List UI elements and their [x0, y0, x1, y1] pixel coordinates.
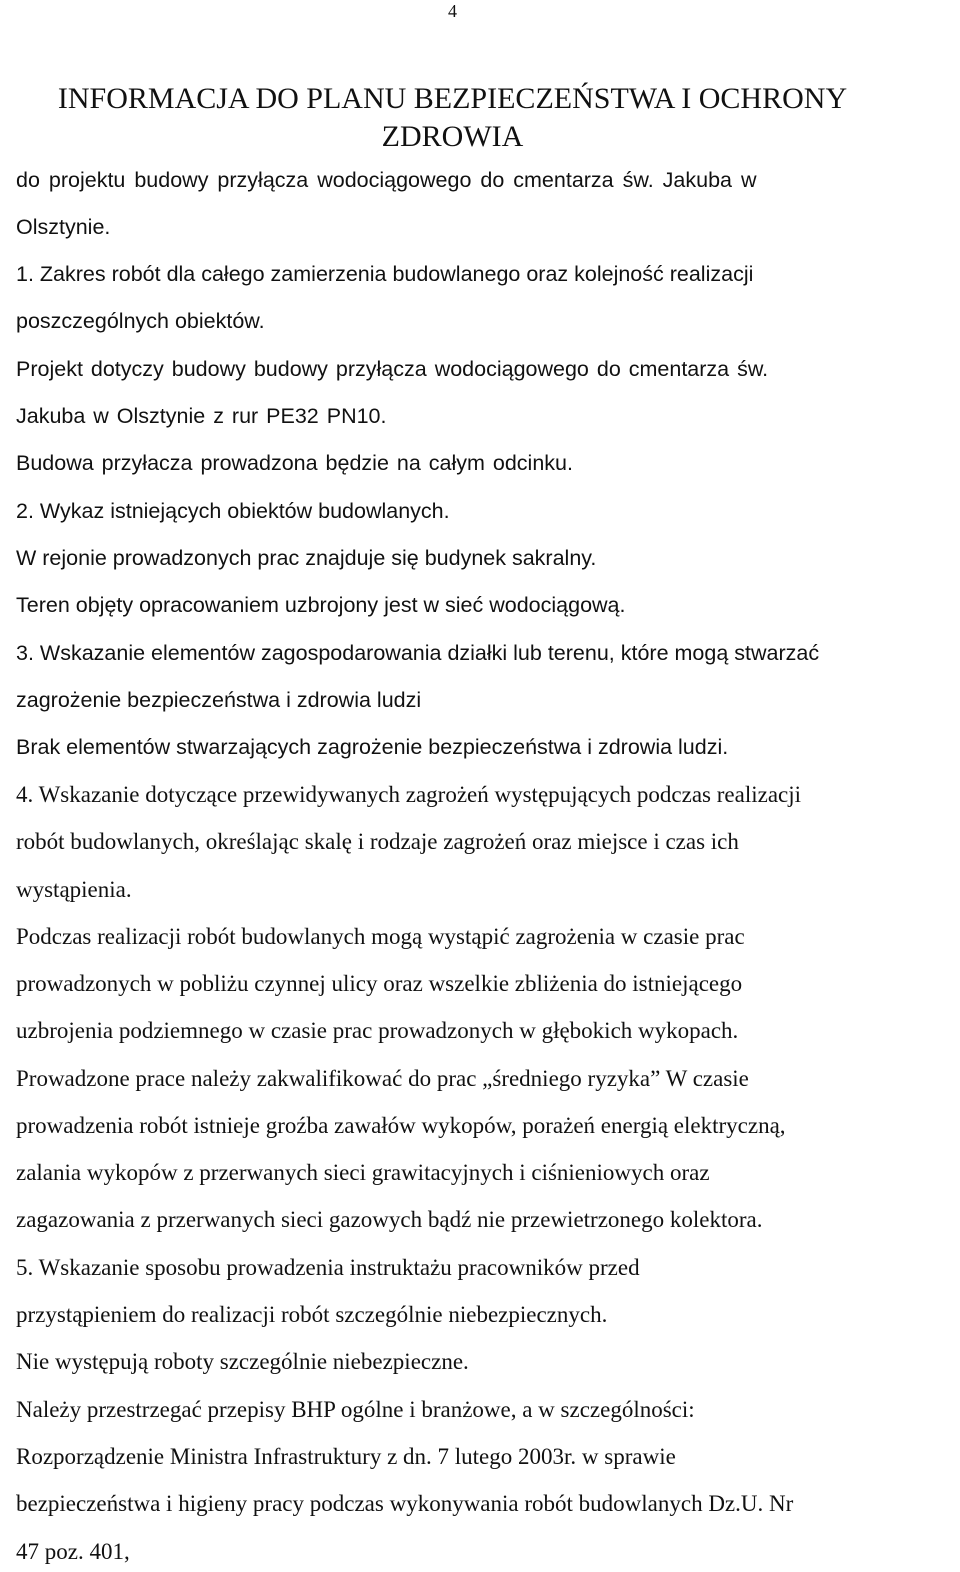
body-line: Nie występują roboty szczególnie niebezpieczne.	[16, 1349, 469, 1374]
section-heading-1: 1. Zakres robót dla całego zamierzenia budowlanego oraz kolejność realizacji	[16, 262, 754, 286]
section-heading-4: 4. Wskazanie dotyczące przewidywanych zagrożeń występujących podczas realizacji	[16, 782, 802, 807]
title-line-1: INFORMACJA DO PLANU BEZPIECZEŃSTWA I OCHRONY	[57, 82, 848, 115]
body-line: Należy przestrzegać przepisy BHP ogólne i branżowe, a w szczególności:	[16, 1397, 695, 1422]
body-line: Jakuba w Olsztynie z rur PE32 PN10.	[16, 404, 387, 428]
title-line-2: ZDROWIA	[381, 120, 524, 153]
body-line: Podczas realizacji robót budowlanych mogą wystąpić zagrożenia w czasie prac	[16, 924, 745, 949]
body-line: Prowadzone prace należy zakwalifikować do prac „średniego ryzyka” W czasie	[16, 1066, 749, 1091]
body-line: bezpieczeństwa i higieny pracy podczas wykonywania robót budowlanych Dz.U. Nr	[16, 1491, 794, 1516]
body-line: Brak elementów stwarzających zagrożenie bezpieczeństwa i zdrowia ludzi.	[16, 735, 729, 759]
section-heading-3: 3. Wskazanie elementów zagospodarowania działki lub terenu, które mogą stwarzać	[16, 641, 820, 665]
body-line: 47 poz. 401,	[16, 1539, 130, 1564]
body-line: uzbrojenia podziemnego w czasie prac prowadzonych w głębokich wykopach.	[16, 1018, 739, 1043]
section-heading-4-cont: robót budowlanych, określając skalę i rodzaje zagrożeń oraz miejsce i czas ich	[16, 829, 739, 854]
body-line: do projektu budowy przyłącza wodociągowego do cmentarza św. Jakuba w	[16, 168, 757, 192]
section-heading-5-cont: przystąpieniem do realizacji robót szczególnie niebezpiecznych.	[16, 1302, 608, 1327]
body-line: prowadzenia robót istnieje groźba zawałów wykopów, porażeń energią elektryczną,	[16, 1113, 786, 1138]
section-heading-3-cont: zagrożenie bezpieczeństwa i zdrowia ludzi	[16, 688, 422, 712]
section-heading-4-cont: wystąpienia.	[16, 877, 132, 902]
body-line: Rozporządzenie Ministra Infrastruktury z dn. 7 lutego 2003r. w sprawie	[16, 1444, 676, 1469]
page-number: 4	[448, 1, 457, 21]
body-line: Teren objęty opracowaniem uzbrojony jest w sieć wodociągową.	[16, 593, 626, 617]
section-heading-2: 2. Wykaz istniejących obiektów budowlanych.	[16, 499, 450, 523]
body-line: zalania wykopów z przerwanych sieci grawitacyjnych i ciśnieniowych oraz	[16, 1160, 710, 1185]
body-line: Olsztynie.	[16, 215, 111, 239]
body-line: W rejonie prowadzonych prac znajduje się budynek sakralny.	[16, 546, 597, 570]
document-title	[0, 80, 905, 156]
body-line: poszczególnych obiektów.	[16, 309, 265, 333]
section-heading-5: 5. Wskazanie sposobu prowadzenia instruktażu pracowników przed	[16, 1255, 640, 1280]
body-line: Budowa przyłacza prowadzona będzie na całym odcinku.	[16, 451, 573, 475]
body-line: prowadzonych w pobliżu czynnej ulicy oraz wszelkie zbliżenia do istniejącego	[16, 971, 743, 996]
body-line: Projekt dotyczy budowy budowy przyłącza wodociągowego do cmentarza św.	[16, 357, 769, 381]
body-line: zagazowania z przerwanych sieci gazowych bądź nie przewietrzonego kolektora.	[16, 1207, 763, 1232]
